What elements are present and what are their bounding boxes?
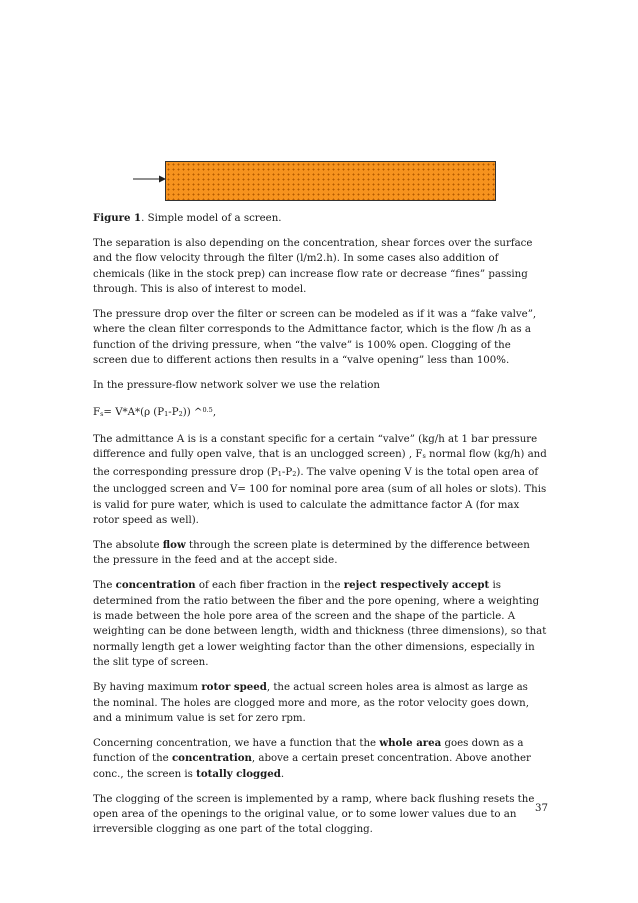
paragraph-8: Concerning concentration, we have a function that the whole area goes down as a function of the concentration, above a certain preset concentration. Above another conc., the screen is totally clogged. (93, 736, 531, 780)
page-number: 37 (535, 803, 548, 814)
figure-screen-model (0, 0, 638, 210)
paragraph-6: The concentration of each fiber fraction in the reject respectively accept is determined from the ratio between the fiber and the pore opening, where a weighting is made between the hole pore area of the screen and the shape of the particle. A weighting can be done between length, width and thickness (three dimensions), so that normally length get a lower weighting factor than the other dimensions, especially in the slit type of screen. (93, 579, 547, 669)
paragraph-1: The separation is also depending on the concentration, shear forces over the surface and the flow velocity through the filter (l/m2.h). In some cases also addition of chemicals (like in the stock prep) can increase flow rate or decrease “fines” passing through. This is also of interest to model. (93, 237, 533, 296)
paragraph-9: The clogging of the screen is implemented by a ramp, where back flushing resets the open area of the openings to the original value, or to some lower values due to an irreversible clogging as one part of the total clogging. (93, 793, 535, 836)
screen-box (165, 161, 496, 201)
paragraph-7: By having maximum rotor speed, the actual screen holes area is almost as large as the nominal. The holes are clogged more and more, as the rotor velocity goes down, and a minimum value is set for zero rpm. (93, 681, 529, 724)
paragraph-5: The absolute flow through the screen plate is determined by the difference between the pressure in the feed and at the accept side. (93, 538, 530, 567)
paragraph-2: The pressure drop over the filter or screen can be modeled as if it was a “fake valve”, where the clean filter corresponds to the Admittance factor, which is the flow /h as a function of the driving pressure, when “the valve” is 100% open. Clogging of the screen due to different actions then results in a “valve opening” less than 100%. (93, 309, 537, 367)
body-text (93, 211, 547, 847)
paragraph-3: In the pressure-flow network solver we use the relation (93, 380, 380, 392)
figure-caption: Figure 1. Simple model of a screen. (93, 212, 282, 224)
arrow-icon (133, 174, 167, 184)
paragraph-4: The admittance A is is a constant specific for a certain “valve” (kg/h at 1 bar pressure difference and fully open valve, that is an unclogged screen) , $F_s$ normal flow (kg/h) and the corresponding pressure drop $(P_1-P_2)$. The valve opening V is the total open area of the unclogged screen and V= 100 for nominal pore area (sum of all holes or slots). This is valid for pure water, which is used to calculate the admittance factor A (for max rotor speed as well). (93, 433, 547, 526)
formula: $F_s= V*A*(\rho$ $(P_1-P_2)$) ^$^{0.5}$, (93, 406, 217, 419)
